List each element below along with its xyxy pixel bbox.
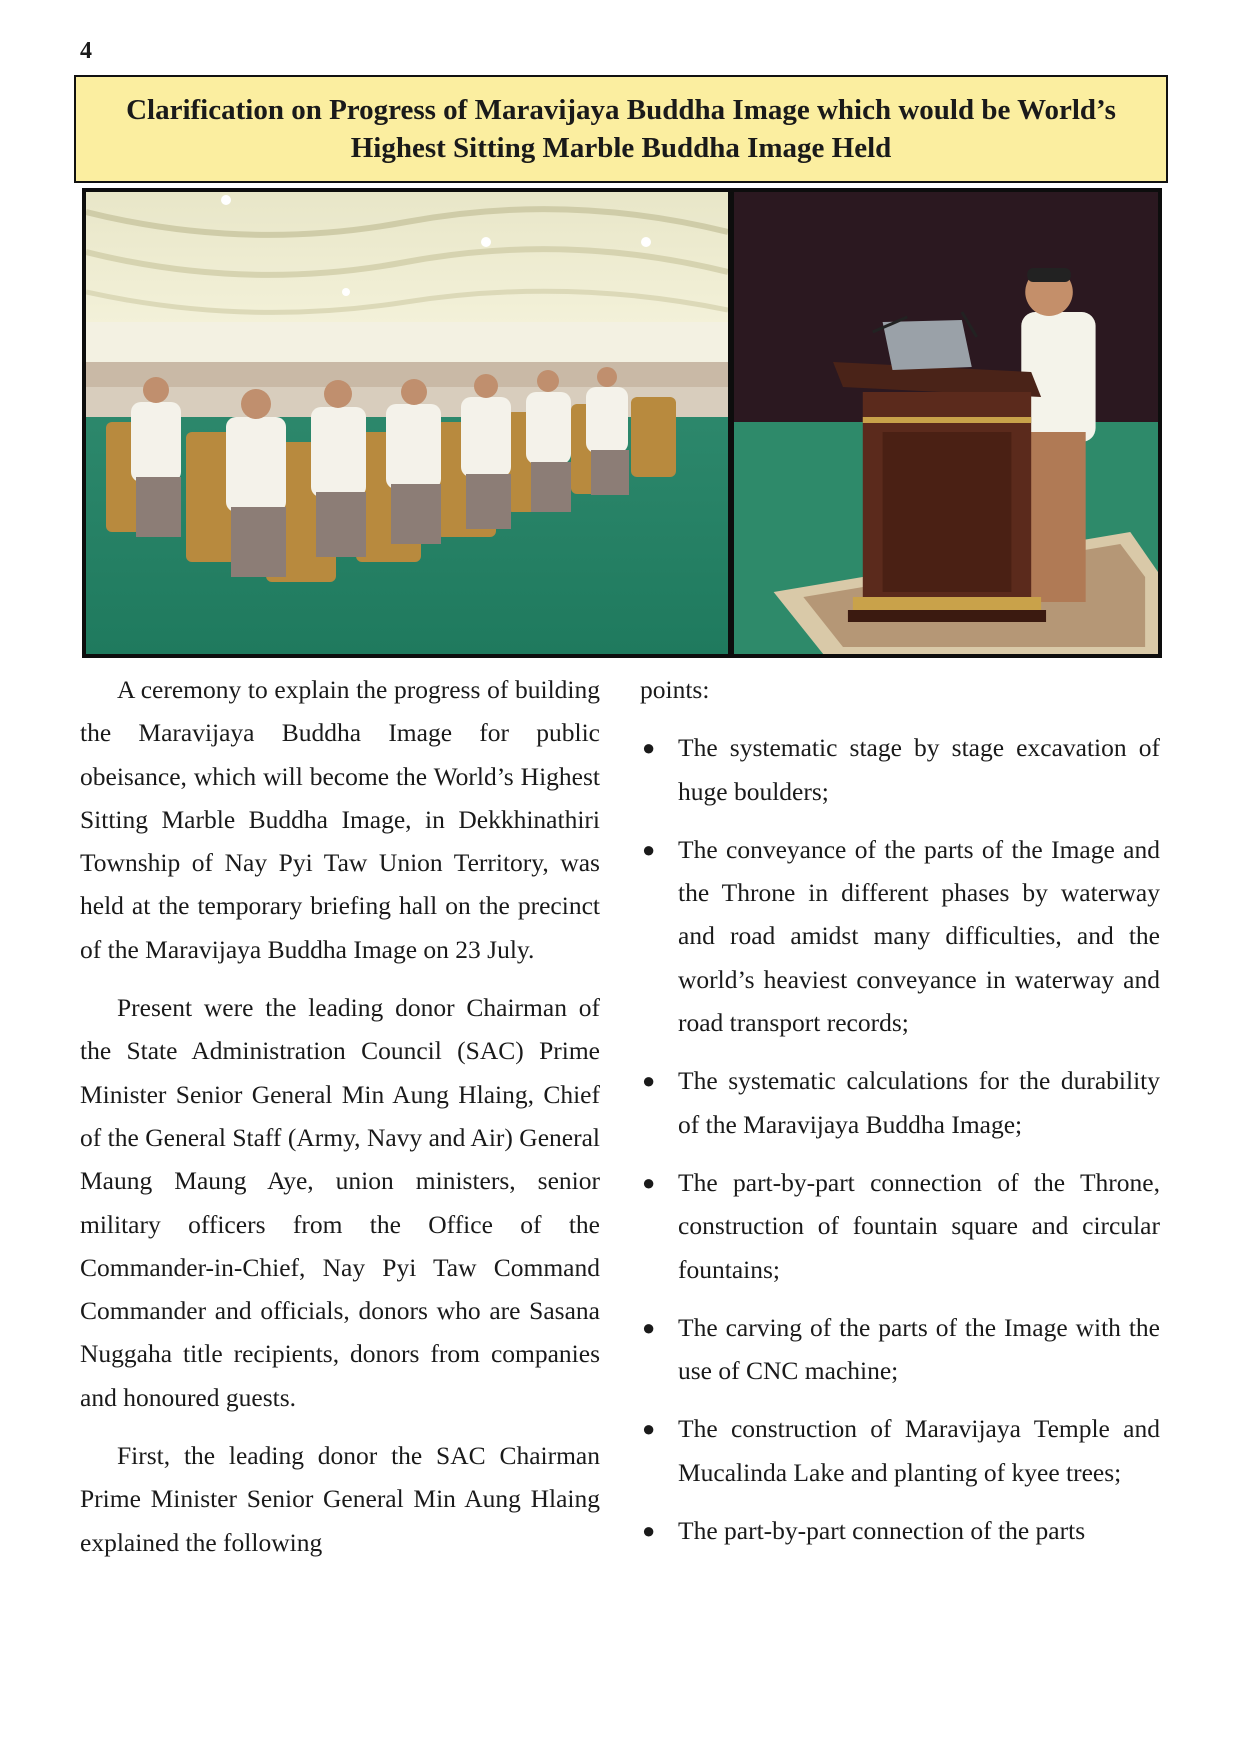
- bullet-icon: ●: [642, 1068, 656, 1094]
- list-item: [640, 1306, 1160, 1393]
- list-item-text: The carving of the parts of the Image with the use of CNC machine;: [678, 1312, 1160, 1386]
- bullet-icon: ●: [642, 1518, 656, 1544]
- page-number: 4: [80, 38, 92, 64]
- list-item-text: The part-by-part connection of the Throne, construction of fountain square and circular fountains;: [678, 1167, 1160, 1284]
- list-item: [640, 1407, 1160, 1494]
- list-item-text: The systematic stage by stage excavation of huge boulders;: [678, 733, 1160, 806]
- speaker-photo-image: [734, 192, 1158, 654]
- audience-photo: [86, 192, 728, 654]
- list-item-text: The construction of Maravijaya Temple and Mucalinda Lake and planting of kyee trees;: [678, 1414, 1160, 1487]
- body-paragraph: First, the leading donor the SAC Chairman Prime Minister Senior General Min Aung Hlaing explained the following: [80, 1441, 600, 1557]
- right-column: [640, 668, 1160, 1567]
- bullet-icon: ●: [642, 1416, 656, 1442]
- list-item: [640, 1161, 1160, 1291]
- body-paragraph: Present were the leading donor Chairman of the State Administration Council (SAC) Prime Minister Senior General Min Aung Hlaing, Chief of the General Staff (Army, Navy and Air) General Maung Maung Aye, union ministers, senior military officers from the Office of the Commander-in-Chief, Nay Pyi Taw Command Commander and officials, donors who are Sasana Nuggaha title recipients, donors from companies and honoured guests.: [80, 993, 600, 1412]
- list-item-text: The conveyance of the parts of the Image and the Throne in different phases by waterway and road amidst many difficulties, and the world’s heaviest conveyance in waterway and road transport records;: [678, 834, 1160, 1038]
- speaker-photo: [734, 192, 1158, 654]
- audience-photo-image: [86, 192, 728, 654]
- article-title-box: [74, 75, 1168, 183]
- continued-text: points:: [640, 675, 710, 704]
- bullet-icon: ●: [642, 836, 656, 862]
- body-paragraph: A ceremony to explain the progress of building the Maravijaya Buddha Image for public obeisance, which will become the World’s Highest Sitting Marble Buddha Image, in Dekkhinathiri Township of Nay Pyi Taw Union Territory, was held at the temporary briefing hall on the precinct of the Maravijaya Buddha Image on 23 July.: [80, 675, 600, 964]
- bullet-icon: ●: [642, 1169, 656, 1195]
- list-item: [640, 1509, 1160, 1552]
- left-column: [80, 668, 600, 1579]
- list-item-text: The systematic calculations for the durability of the Maravijaya Buddha Image;: [678, 1066, 1160, 1139]
- points-list: [640, 726, 1160, 1552]
- list-item: [640, 828, 1160, 1044]
- photo-frame: [82, 188, 1162, 658]
- list-item: [640, 1059, 1160, 1146]
- article-title: Clarification on Progress of Maravijaya Buddha Image which would be World’s Highest Sitting Marble Buddha Image Held: [126, 94, 1116, 164]
- bullet-icon: ●: [642, 735, 656, 761]
- list-item-text: The part-by-part connection of the parts: [678, 1516, 1086, 1546]
- list-item: [640, 726, 1160, 813]
- bullet-icon: ●: [642, 1314, 656, 1340]
